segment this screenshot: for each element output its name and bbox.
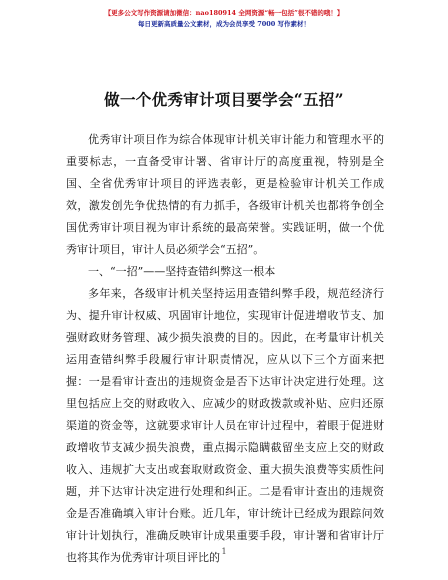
promo-banner (0, 8, 448, 30)
document-body (66, 129, 384, 569)
banner-line-1: 【更多公文写作资源请加微信：nao180914 全网资源“畅一包括”很不错的哦！】 (104, 9, 344, 17)
page-number: 1 (221, 547, 227, 556)
section-heading-1: 一、“一招”——坚持查错纠弊这一根本 (88, 265, 276, 278)
paragraph-section-1: 多年来，各级审计机关坚持运用查错纠弊手段，规范经济行为、提升审计权威、巩固审计地位，实现审计促进增收节支、加强财政财务管理、减少损失浪费的目的。因此，在考量审计机关运用查错纠弊手段履行审计职责情况，应从以下三个方面来把握：一是看审计查出的违规资金是否下达审计决定进行处理。这里包括应上交的财政收入、应减少的财政拨款或补贴、应归还原渠道的资金等，这就要求审计人员在审计过程中，着眼于促进财政增收节支减少损失浪费，重点揭示隐瞒截留坐支应上交的财政收入、违规扩大支出或套取财政资金、重大损失浪费等实质性问题，并下达审计决定进行处理和纠正。二是看审计查出的违规资金是否准确填入审计台账。近几年，审计统计已经成为跟踪问效审计计划执行，准确反映审计成果重要手段，审计署和省审计厅也将其作为优秀审计项目评比的 (66, 287, 384, 564)
paragraph-intro: 优秀审计项目作为综合体现审计机关审计能力和管理水平的重要标志，一直备受审计署、省审计厅的高度重视，特别是全国、全省优秀审计项目的评选表彰，更是检验审计机关工作成效，激发创先争优热情的有力抓手，各级审计机关也都将争创全国优秀审计项目视为审计系统的最高荣誉。实践证明，做一个优秀审计项目，审计人员必须学会“五招”。 (66, 133, 384, 256)
document-title: 做一个优秀审计项目要学会“五招” (104, 90, 344, 109)
banner-line-2: 每日更新高质量公文素材，成为会员享受 7000 写作素材！ (137, 20, 311, 28)
